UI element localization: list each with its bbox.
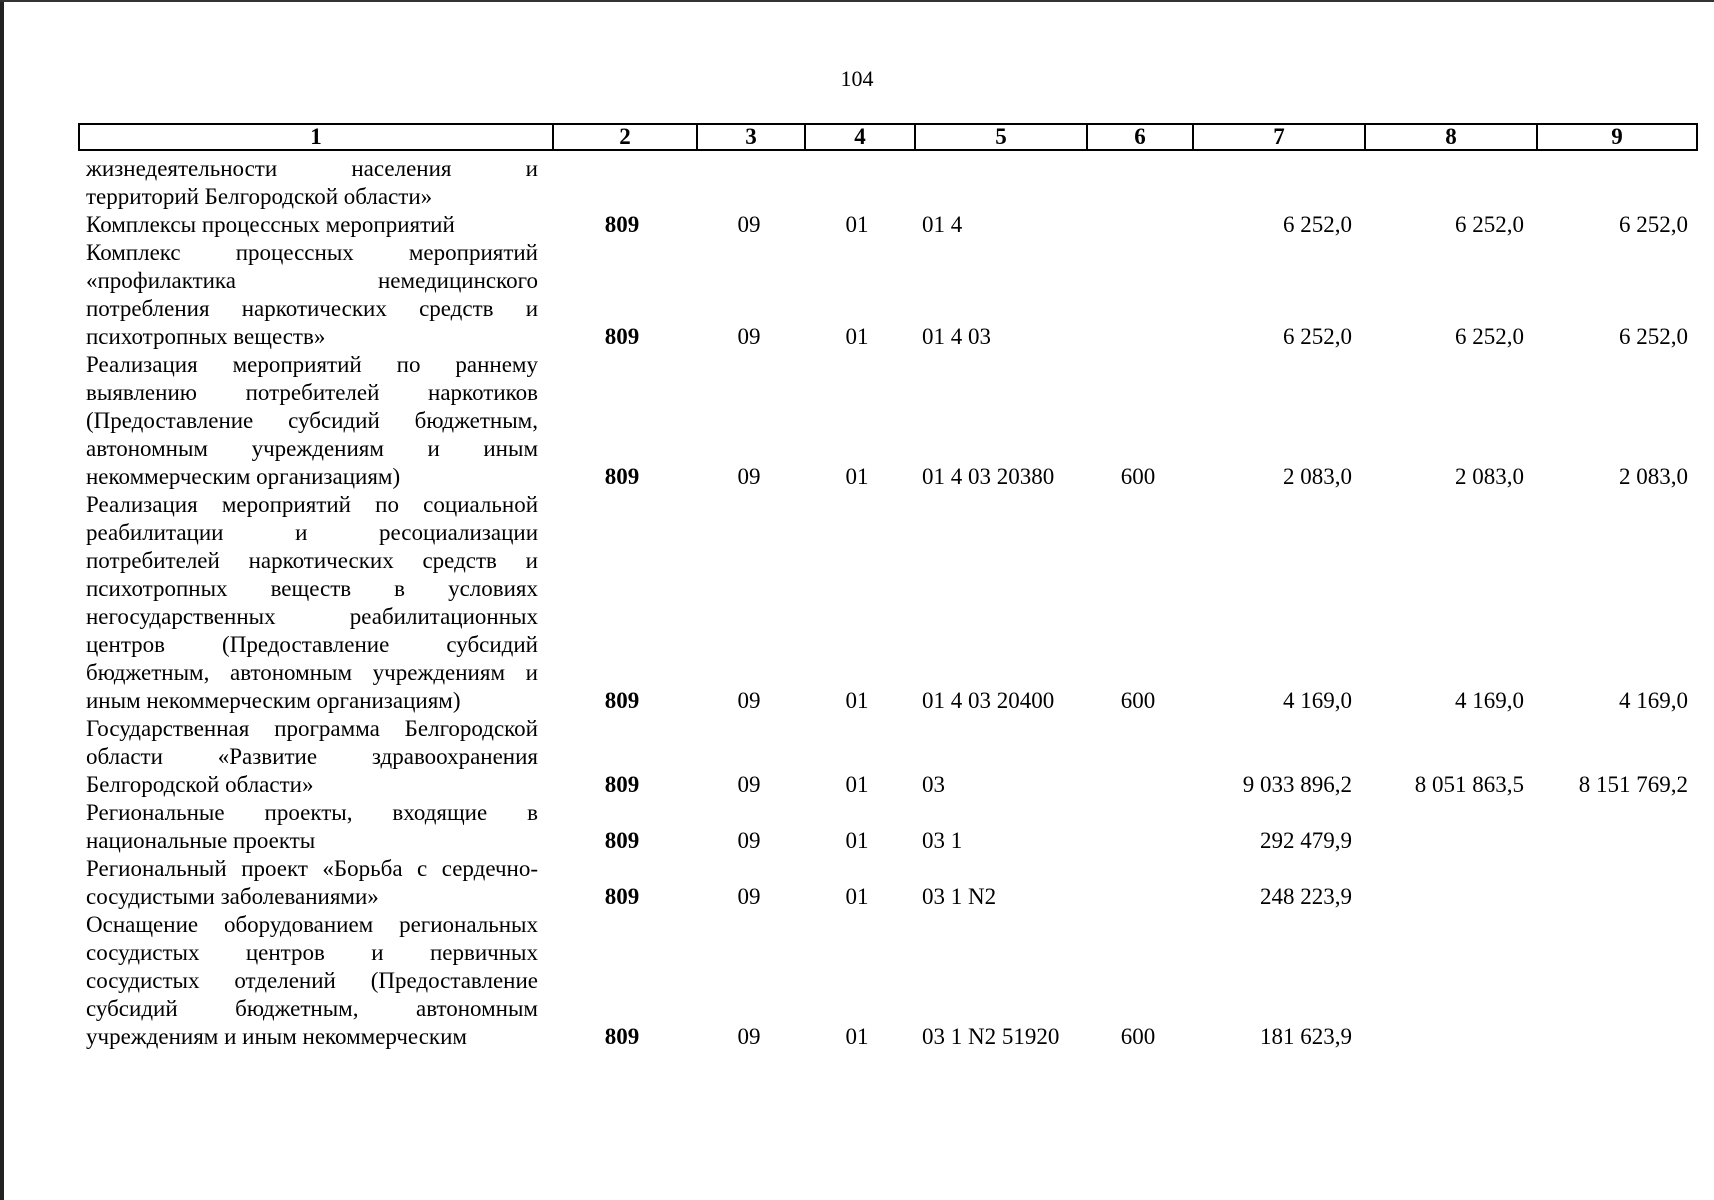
cell-col-2 xyxy=(552,183,692,211)
column-header: 3 xyxy=(697,124,805,150)
cell-col-7: 6 252,0 xyxy=(1283,324,1352,349)
cell-col-3: 09 xyxy=(737,828,761,853)
cell-col-6 xyxy=(1086,883,1190,911)
cell-col-9 xyxy=(1534,883,1688,911)
cell-col-8 xyxy=(1362,827,1524,855)
row-description xyxy=(86,351,538,491)
description-line: жизнедеятельности населения и xyxy=(86,156,538,181)
cell-col-7: 248 223,9 xyxy=(1260,884,1352,909)
description-line: бюджетным, автономным учреждениям и xyxy=(86,660,538,685)
description-line: субсидий бюджетным, автономным xyxy=(86,996,538,1021)
cell-col-6: 600 xyxy=(1120,464,1156,489)
cell-col-3: 09 xyxy=(737,884,761,909)
cell-col-4: 01 xyxy=(845,464,869,489)
description-line: реабилитации и ресоциализации xyxy=(86,520,538,545)
cell-col-5: 01 4 03 20400 xyxy=(922,688,1055,713)
cell-col-9 xyxy=(1534,1023,1688,1051)
cell-col-5: 03 1 xyxy=(922,828,963,853)
column-header: 5 xyxy=(915,124,1087,150)
table-row xyxy=(0,799,1714,855)
cell-col-8: 6 252,0 xyxy=(1455,324,1524,349)
cell-col-8: 8 051 863,5 xyxy=(1414,772,1524,797)
description-line: психотропных веществ в условиях xyxy=(86,576,538,601)
description-line: национальные проекты xyxy=(86,828,316,853)
cell-col-2: 809 xyxy=(604,464,640,489)
cell-col-3: 09 xyxy=(737,688,761,713)
cell-col-6 xyxy=(1086,827,1190,855)
description-line: Региональные проекты, входящие в xyxy=(86,800,538,825)
cell-col-2: 809 xyxy=(604,772,640,797)
cell-col-5: 01 4 xyxy=(922,212,963,237)
cell-col-3: 09 xyxy=(737,212,761,237)
cell-col-6: 600 xyxy=(1120,688,1156,713)
cell-col-3: 09 xyxy=(737,464,761,489)
column-header-table xyxy=(78,123,1698,151)
cell-col-5: 03 1 N2 51920 xyxy=(922,1024,1060,1049)
row-description xyxy=(86,155,538,211)
cell-col-4: 01 xyxy=(845,828,869,853)
table-row xyxy=(0,211,1714,239)
column-header: 2 xyxy=(553,124,697,150)
cell-col-7 xyxy=(1190,183,1352,211)
description-line: Комплекс процессных мероприятий xyxy=(86,240,538,265)
cell-col-5: 03 xyxy=(922,772,945,797)
description-line: (Предоставление субсидий бюджетным, xyxy=(86,408,538,433)
description-line: Белгородской области» xyxy=(86,772,314,797)
row-description xyxy=(86,855,538,911)
cell-col-4 xyxy=(804,183,910,211)
cell-col-6 xyxy=(1086,771,1190,799)
description-line: центров (Предоставление субсидий xyxy=(86,632,538,657)
cell-col-9 xyxy=(1534,183,1688,211)
cell-col-9: 8 151 769,2 xyxy=(1578,772,1688,797)
table-row xyxy=(0,351,1714,491)
description-line: области «Развитие здравоохранения xyxy=(86,744,538,769)
cell-col-7: 181 623,9 xyxy=(1260,1024,1352,1049)
description-line: психотропных веществ» xyxy=(86,324,326,349)
cell-col-8 xyxy=(1362,1023,1524,1051)
cell-col-8 xyxy=(1362,883,1524,911)
description-line: «профилактика немедицинского xyxy=(86,268,538,293)
description-line: сосудистыми заболеваниями» xyxy=(86,884,379,909)
description-line: Реализация мероприятий по социальной xyxy=(86,492,538,517)
cell-col-7: 9 033 896,2 xyxy=(1242,772,1352,797)
table-row xyxy=(0,491,1714,715)
description-line: Комплексы процессных мероприятий xyxy=(86,212,455,237)
cell-col-7: 6 252,0 xyxy=(1283,212,1352,237)
cell-col-6: 600 xyxy=(1120,1024,1156,1049)
description-line: выявлению потребителей наркотиков xyxy=(86,380,538,405)
cell-col-9: 4 169,0 xyxy=(1619,688,1688,713)
row-description xyxy=(86,239,538,351)
cell-col-2: 809 xyxy=(604,884,640,909)
scan-top-edge xyxy=(0,0,1714,2)
cell-col-5 xyxy=(922,183,1092,211)
cell-col-8: 6 252,0 xyxy=(1455,212,1524,237)
table-row xyxy=(0,155,1714,211)
description-line: Оснащение оборудованием региональных xyxy=(86,912,538,937)
cell-col-6 xyxy=(1086,183,1190,211)
column-header-row xyxy=(79,124,1697,150)
cell-col-8 xyxy=(1362,183,1524,211)
cell-col-4: 01 xyxy=(845,1024,869,1049)
cell-col-4: 01 xyxy=(845,324,869,349)
cell-col-5: 03 1 N2 xyxy=(922,884,997,909)
row-description xyxy=(86,911,538,1051)
cell-col-8: 2 083,0 xyxy=(1455,464,1524,489)
description-line: потребителей наркотических средств и xyxy=(86,548,538,573)
cell-col-4: 01 xyxy=(845,688,869,713)
description-line: Реализация мероприятий по раннему xyxy=(86,352,538,377)
description-line: негосударственных реабилитационных xyxy=(86,604,538,629)
description-line: сосудистых отделений (Предоставление xyxy=(86,968,538,993)
description-line: Государственная программа Белгородской xyxy=(86,716,538,741)
cell-col-4: 01 xyxy=(845,884,869,909)
description-line: некоммерческим организациям) xyxy=(86,464,401,489)
cell-col-9: 6 252,0 xyxy=(1619,324,1688,349)
cell-col-7: 2 083,0 xyxy=(1283,464,1352,489)
cell-col-6 xyxy=(1086,211,1190,239)
column-header: 8 xyxy=(1365,124,1537,150)
cell-col-2: 809 xyxy=(604,688,640,713)
cell-col-8: 4 169,0 xyxy=(1455,688,1524,713)
cell-col-6 xyxy=(1086,323,1190,351)
column-header: 6 xyxy=(1087,124,1193,150)
table-row xyxy=(0,239,1714,351)
cell-col-3: 09 xyxy=(737,324,761,349)
description-line: потребления наркотических средств и xyxy=(86,296,538,321)
cell-col-2: 809 xyxy=(604,212,640,237)
cell-col-9: 2 083,0 xyxy=(1619,464,1688,489)
cell-col-9 xyxy=(1534,827,1688,855)
cell-col-2: 809 xyxy=(604,828,640,853)
column-header: 7 xyxy=(1193,124,1365,150)
column-header: 9 xyxy=(1537,124,1697,150)
cell-col-5: 01 4 03 xyxy=(922,324,991,349)
cell-col-2: 809 xyxy=(604,1024,640,1049)
column-header: 1 xyxy=(79,124,553,150)
description-line: иным некоммерческим организациям) xyxy=(86,688,461,713)
cell-col-2: 809 xyxy=(604,324,640,349)
description-line: учреждениям и иным некоммерческим xyxy=(86,1024,467,1049)
cell-col-4: 01 xyxy=(845,772,869,797)
page-number: 104 xyxy=(840,66,874,91)
row-description xyxy=(86,211,538,239)
cell-col-3: 09 xyxy=(737,772,761,797)
cell-col-3 xyxy=(696,183,802,211)
cell-col-7: 292 479,9 xyxy=(1260,828,1352,853)
cell-col-3: 09 xyxy=(737,1024,761,1049)
row-description xyxy=(86,491,538,715)
table-row xyxy=(0,911,1714,1051)
cell-col-7: 4 169,0 xyxy=(1283,688,1352,713)
cell-col-5: 01 4 03 20380 xyxy=(922,464,1055,489)
description-line: территорий Белгородской области» xyxy=(86,184,433,209)
description-line: сосудистых центров и первичных xyxy=(86,940,538,965)
row-description xyxy=(86,715,538,799)
cell-col-4: 01 xyxy=(845,212,869,237)
table-row xyxy=(0,855,1714,911)
description-line: Региональный проект «Борьба с сердечно- xyxy=(86,856,538,881)
column-header: 4 xyxy=(805,124,915,150)
table-row xyxy=(0,715,1714,799)
description-line: автономным учреждениям и иным xyxy=(86,436,538,461)
row-description xyxy=(86,799,538,855)
cell-col-9: 6 252,0 xyxy=(1619,212,1688,237)
